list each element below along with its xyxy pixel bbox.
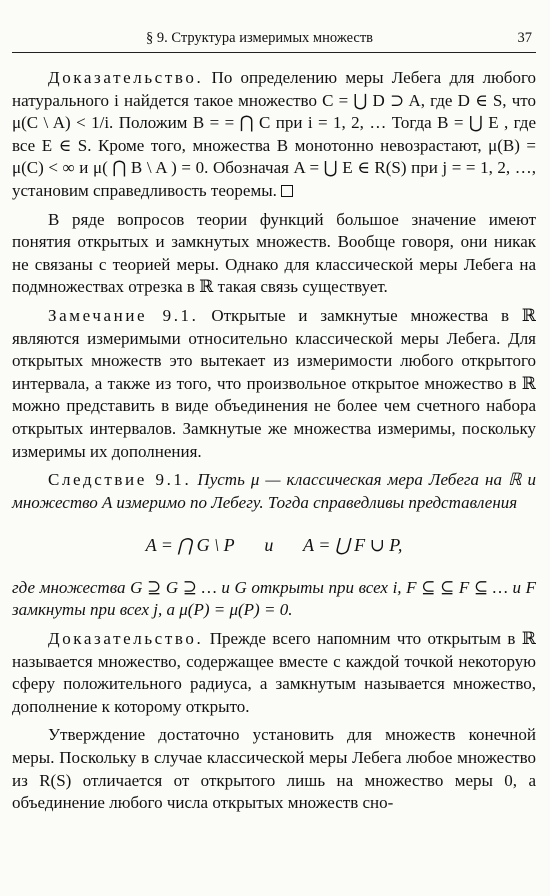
proof-line-4: того, множества B монотонно невозрастают, μ(B) = μ(C) < ∞ (12, 135, 537, 178)
remark-paragraph (12, 305, 536, 463)
proof-paragraph-2 (12, 628, 536, 718)
remark-heading: Замечание 9.1. (48, 305, 199, 325)
corollary-formula (12, 534, 536, 557)
paragraph-open-closed-sets: В ряде вопросов теории функций большое значение имеют понятия открытых и замкнутых множеств. Вообще говоря, они никак не связаны с теорией меры. Однако для классической меры Лебега на подмножествах отрезка в ℝ такая связь существует. (12, 209, 536, 297)
formula-right: A = ⋃ F ∪ P, (303, 535, 403, 556)
corollary-text: Пусть μ — классическая мера Лебега на ℝ и множество A измеримо по Лебегу. Тогда справедливы представления (12, 470, 537, 512)
formula-left: A = ⋂ G \ P (145, 535, 235, 556)
proof2-heading: Доказательство. (48, 629, 204, 649)
qed-square-icon (281, 185, 293, 197)
section-title: § 9. Структура измеримых множеств (146, 30, 374, 46)
proof-line-1: По определению меры Лебега для любого натурального i найдется такое множество C (12, 68, 537, 110)
proof-heading: Доказательство. (48, 68, 204, 87)
corollary-condition: где множества G ⊇ G ⊇ … и G открыты при всех i, F ⊆ ⊆ F ⊆ … и F замкнуты при всех j, а μ(P) = μ(P) = 0. (12, 577, 536, 620)
proof-line-6: = 1, 2, …, установим справедливость теоремы. (12, 158, 537, 200)
proof-line-3: = ⋂ C при i = 1, 2, … Тогда B = ⋃ E , где все E ∈ S. Кроме (12, 113, 536, 155)
proof-paragraph-1 (12, 67, 536, 203)
page-body (12, 67, 536, 815)
remark-text: Открытые и замкнутые множества в ℝ являются измеримыми относительно классической меры Лебега. Для открытых множеств это вытекает из измеримости любого открытого интервала, а также из того, что произвольное открытое множество в ℝ можно представить в виде объединения не более чем счетного набора открытых интервалов. Замкнутые же множества измеримы, поскольку измеримы их дополнения. (12, 305, 536, 461)
proof2-text: Прежде всего напомним что открытым в ℝ называется множество, содержащее вместе с каждой точкой некоторую сферу положительного радиуса, а замкнутым называется множество, дополнение к которому открыто. (12, 629, 536, 716)
formula-separator: и (264, 535, 274, 556)
corollary-paragraph (12, 469, 536, 514)
page-number: 37 (517, 30, 532, 46)
corollary-heading: Следствие 9.1. (48, 470, 192, 490)
running-header (12, 30, 536, 53)
final-paragraph: Утверждение достаточно установить для множеств конечной меры. Поскольку в случае классической меры Лебега любое множество из R(S) отличается от открытого лишь на множество меры 0, а объединение любого числа открытых множеств сно- (12, 725, 536, 813)
proof-line-5: и μ( ⋂ B \ A ) = 0. Обозначая A = ⋃ E ∈ R(S) при j = (79, 158, 462, 178)
proof-line-2: = ⋃ D ⊃ A, где D ∈ S, что μ(C \ A) < 1/i. Положим B = (12, 90, 536, 133)
